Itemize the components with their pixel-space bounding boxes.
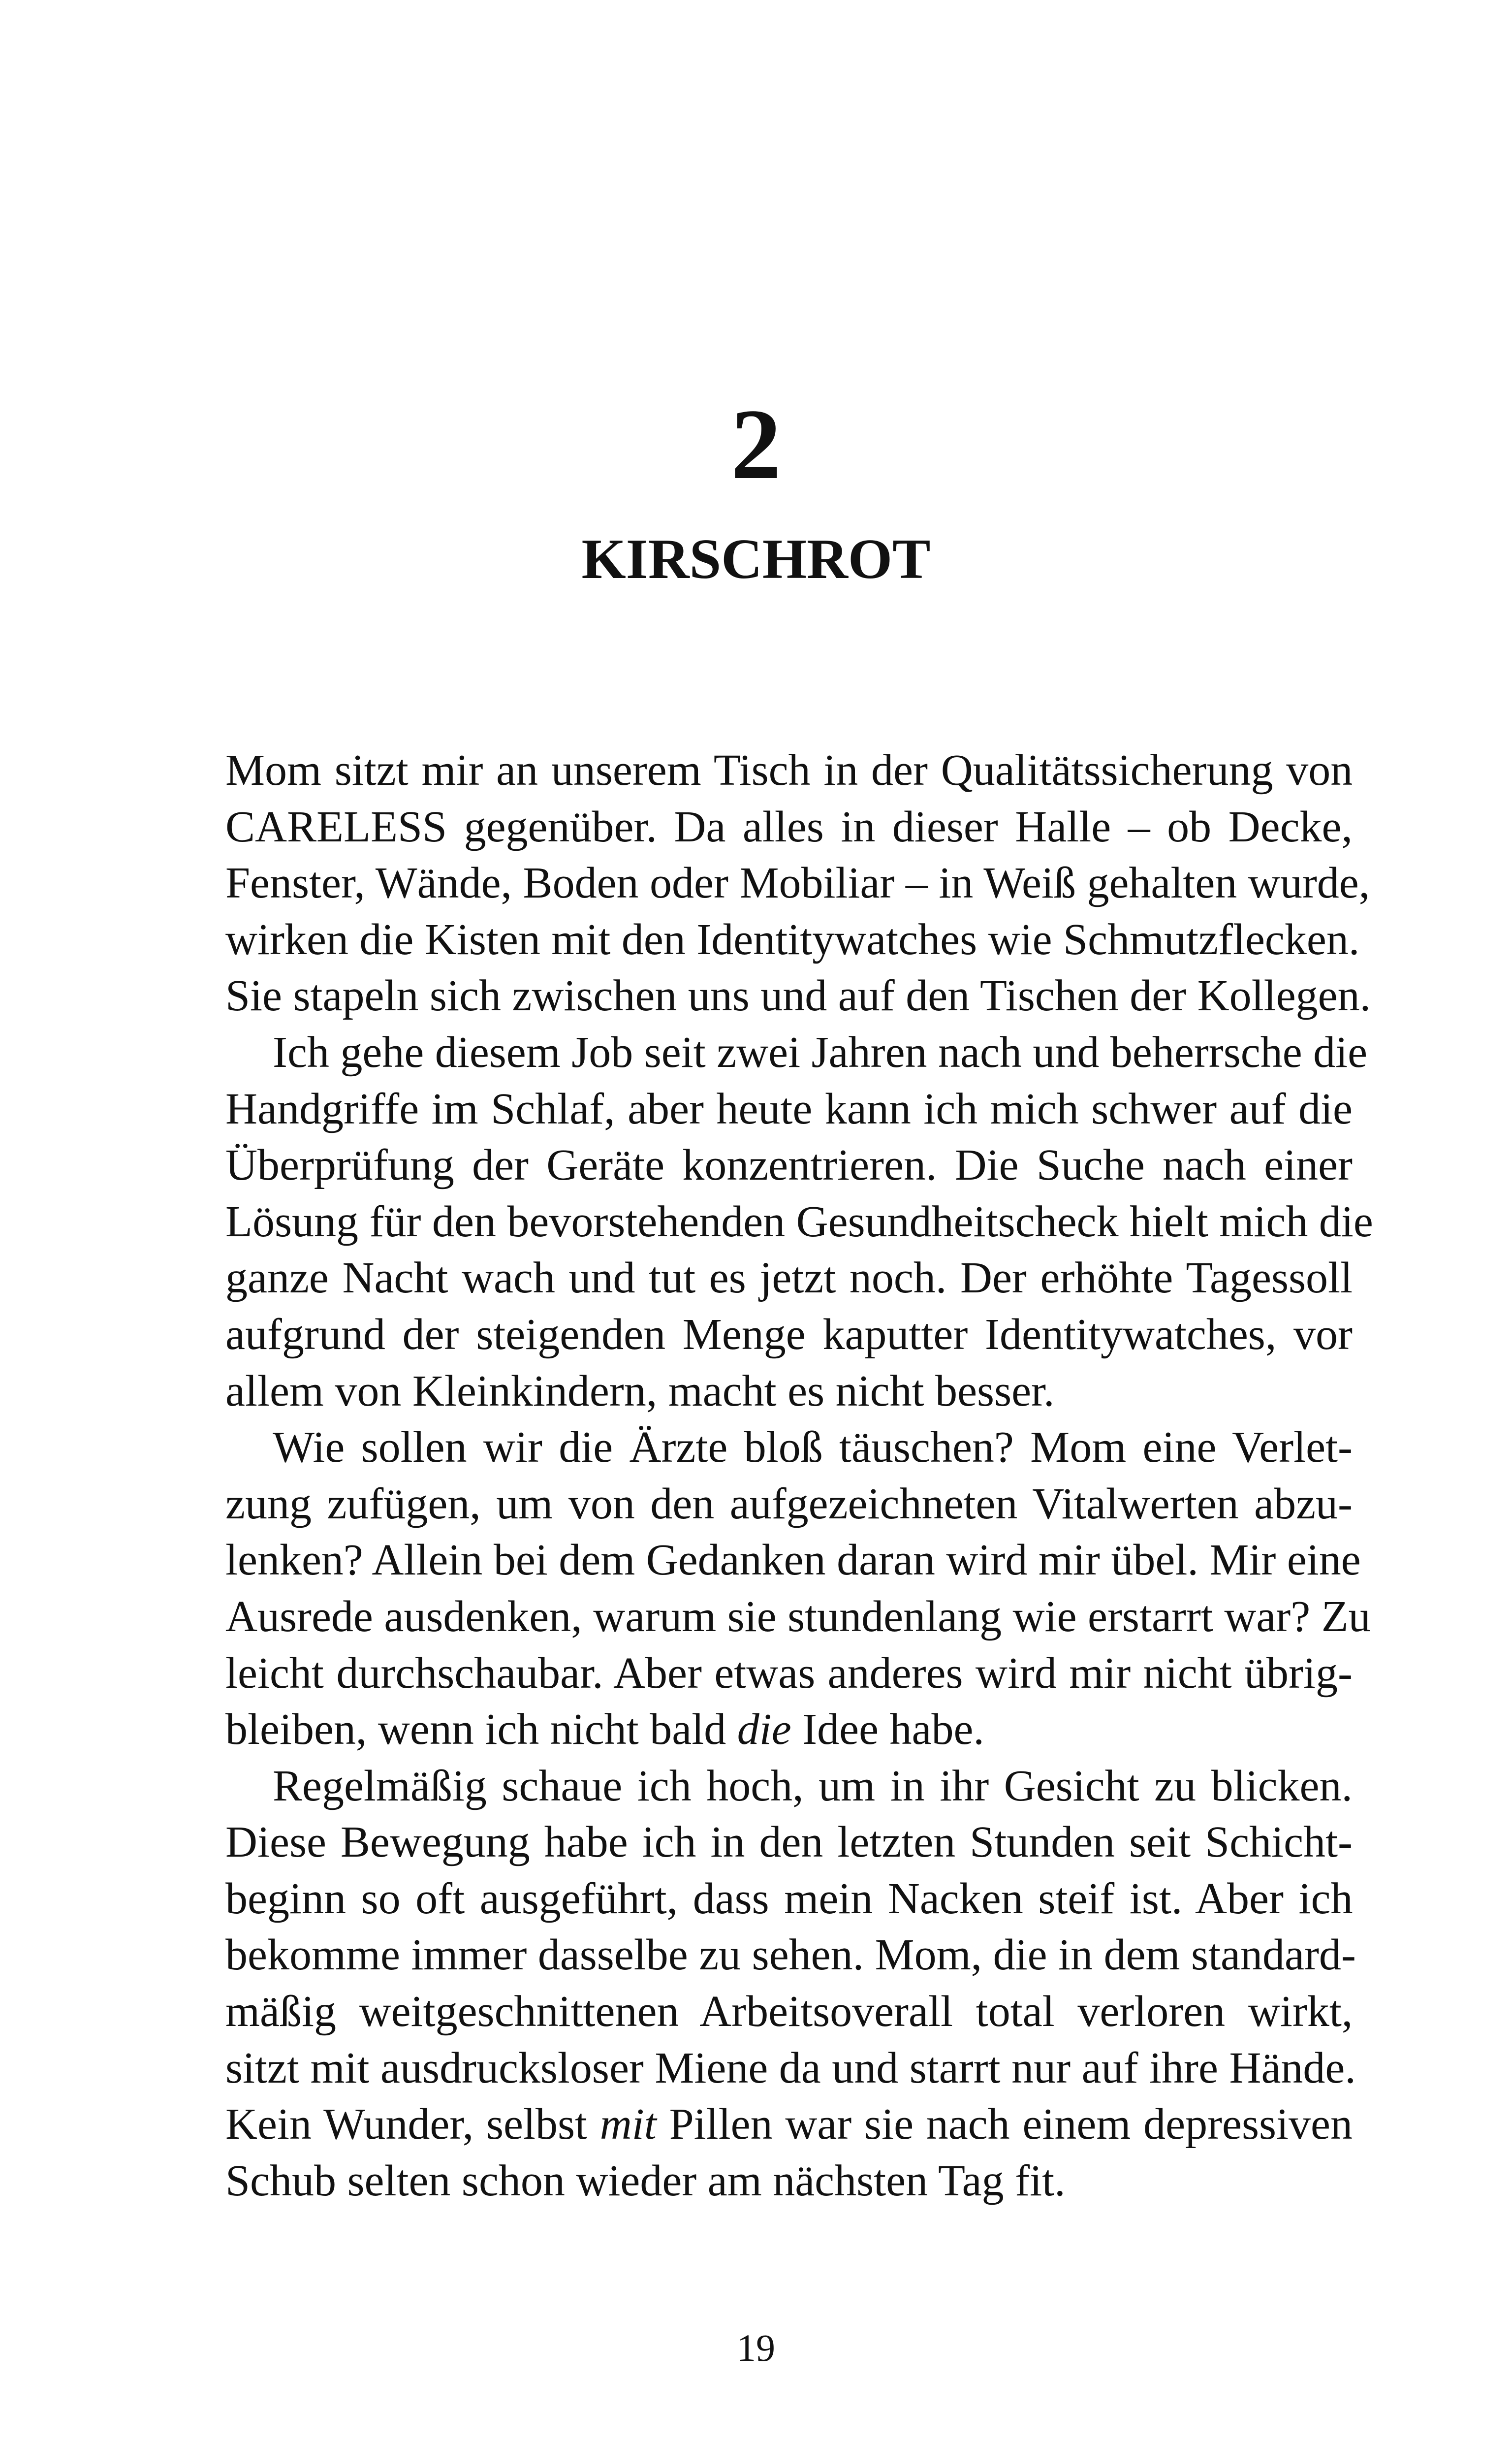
text-segment: Kein Wunder, selbst [225, 2100, 600, 2149]
chapter-title: KIRSCHROT [581, 528, 931, 591]
text-line: Ausrede ausdenken, warum sie stundenlang wie erstarrt war? Zu [225, 1592, 1371, 1641]
text-line: Diese Bewegung habe ich in den letzten Stunden seit Schicht- [225, 1818, 1353, 1867]
text-line: CARELESS gegenüber. Da alles in dieser Halle – ob Decke, [225, 802, 1353, 851]
paragraph-4 [225, 1758, 1356, 2210]
body-text [225, 742, 1373, 2209]
page-number: 19 [737, 2326, 775, 2369]
text-line: bekomme immer dasselbe zu sehen. Mom, die in dem standard- [225, 1930, 1356, 1980]
text-line: allem von Kleinkindern, macht es nicht besser. [225, 1366, 1055, 1415]
paragraph-1 [225, 742, 1371, 1025]
text-line: mäßig weitgeschnittenen Arbeitsoverall total verloren wirkt, [225, 1987, 1353, 2036]
text-segment: Idee habe. [791, 1705, 984, 1754]
text-segment: Pillen war sie nach einem depressiven [656, 2100, 1353, 2149]
paragraph-3 [225, 1419, 1371, 1758]
text-line: Mom sitzt mir an unserem Tisch in der Qualitätssicherung von [225, 746, 1353, 795]
emphasis-text: die [737, 1705, 791, 1754]
text-line: Sie stapeln sich zwischen uns und auf den Tischen der Kollegen. [225, 971, 1371, 1021]
text-line: aufgrund der steigenden Menge kaputter Identitywatches, vor [225, 1310, 1353, 1359]
text-line: sitzt mit ausdrucksloser Miene da und starrt nur auf ihre Hände. [225, 2043, 1356, 2092]
text-line: Wie sollen wir die Ärzte bloß täuschen? Mom eine Verlet- [273, 1423, 1353, 1472]
text-line: Ich gehe diesem Job seit zwei Jahren nach und beherrsche die [273, 1028, 1368, 1077]
text-line: Lösung für den bevorstehenden Gesundheitscheck hielt mich die [225, 1197, 1373, 1246]
text-line: beginn so oft ausgeführt, dass mein Nacken steif ist. Aber ich [225, 1874, 1353, 1923]
text-line: wirken die Kisten mit den Identitywatches wie Schmutzflecken. [225, 915, 1360, 964]
text-line: Schub selten schon wieder am nächsten Tag fit. [225, 2156, 1066, 2205]
text-line [225, 1702, 1353, 1758]
text-line: Regelmäßig schaue ich hoch, um in ihr Gesicht zu blicken. [273, 1761, 1353, 1810]
text-line: Überprüfung der Geräte konzentrieren. Die Suche nach einer [225, 1141, 1353, 1190]
text-line: ganze Nacht wach und tut es jetzt noch. Der erhöhte Tagessoll [225, 1254, 1353, 1303]
text-line [225, 2096, 1353, 2153]
paragraph-2 [225, 1025, 1373, 1419]
emphasis-text: mit [599, 2100, 657, 2149]
chapter-number: 2 [730, 388, 782, 500]
text-line: zung zufügen, um von den aufgezeichneten Vitalwerten abzu- [225, 1479, 1353, 1528]
text-line: Fenster, Wände, Boden oder Mobiliar – in Weiß gehalten wurde, [225, 859, 1370, 908]
text-segment: bleiben, wenn ich nicht bald [225, 1705, 737, 1754]
text-line: Handgriffe im Schlaf, aber heute kann ich mich schwer auf die [225, 1084, 1353, 1133]
text-line: lenken? Allein bei dem Gedanken daran wird mir übel. Mir eine [225, 1536, 1361, 1585]
text-line: leicht durchschaubar. Aber etwas anderes wird mir nicht übrig- [225, 1648, 1353, 1698]
